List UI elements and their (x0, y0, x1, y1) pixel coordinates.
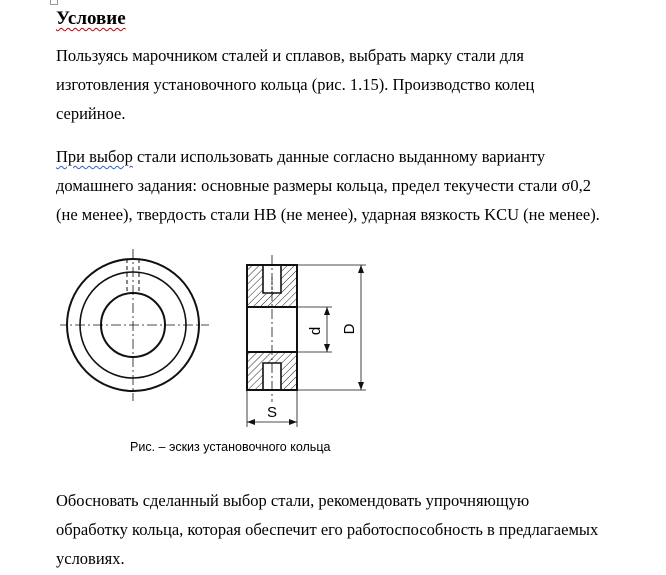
dimension-label-D: D (341, 323, 358, 335)
figure-caption: Рис. – эскиз установочного кольца (130, 440, 331, 454)
text-line: Пользуясь марочником сталей и сплавов, выбрать марку стали для (56, 46, 524, 65)
dimension-label-d: d (307, 326, 324, 336)
text-line: изготовления установочного кольца (рис. 1.15). Производство колец (56, 75, 535, 94)
text-line: обработку кольца, которая обеспечит его работоспособность в предлагаемых (56, 520, 599, 539)
paragraph-conditions (56, 142, 656, 229)
ring-sketch-figure (60, 245, 390, 435)
ring-front-view (60, 249, 209, 401)
paragraph-mark (50, 0, 58, 5)
text-span: стали использовать данные согласно выданному варианту (132, 147, 546, 166)
heading-title: Условие (56, 8, 126, 29)
ring-section-view (247, 255, 297, 402)
text-line: Обосновать сделанный выбор стали, рекомендовать упрочняющую (56, 491, 530, 510)
text-line: условиях. (56, 549, 125, 568)
paragraph-task (56, 41, 656, 128)
text-line (56, 142, 656, 171)
text-line: домашнего задания: основные размеры кольца, предел текучести стали σ0,2 (56, 176, 592, 195)
text-line: серийное. (56, 104, 126, 123)
text-line: (не менее), твердость стали НВ (не менее), ударная вязкость KCU (не менее). (56, 205, 600, 224)
dimension-label-s: S (266, 404, 278, 421)
spellcheck-flagged-text[interactable]: При выбор (56, 147, 133, 166)
paragraph-justify (56, 486, 656, 573)
